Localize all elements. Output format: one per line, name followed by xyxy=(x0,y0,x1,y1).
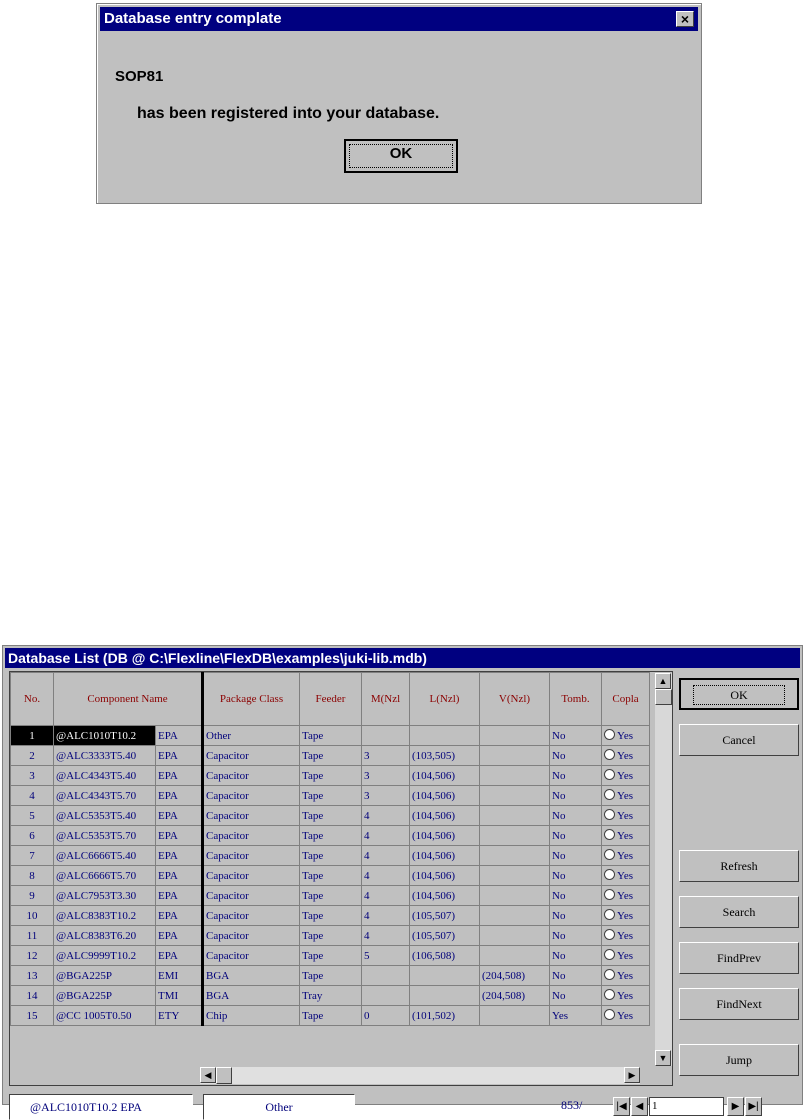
l-nozzle-cell[interactable]: (101,502) xyxy=(410,1006,480,1026)
table-row[interactable] xyxy=(11,806,650,826)
tombstone-cell[interactable]: No xyxy=(550,826,602,846)
scroll-right-icon[interactable]: ▶ xyxy=(624,1067,640,1083)
l-nozzle-cell[interactable]: (105,507) xyxy=(410,906,480,926)
component-name-cell[interactable]: @ALC4343T5.40 xyxy=(54,766,156,786)
v-nozzle-cell[interactable]: (204,508) xyxy=(480,966,550,986)
scroll-left-icon[interactable]: ◀ xyxy=(200,1067,216,1083)
l-nozzle-cell[interactable] xyxy=(410,726,480,746)
component-name-cell[interactable]: @ALC5353T5.40 xyxy=(54,806,156,826)
package-class-cell[interactable]: Capacitor xyxy=(203,926,300,946)
component-name-cell[interactable]: @ALC4343T5.70 xyxy=(54,786,156,806)
radio-icon[interactable] xyxy=(604,749,615,760)
radio-icon[interactable] xyxy=(604,789,615,800)
tombstone-cell[interactable]: No xyxy=(550,906,602,926)
radio-icon[interactable] xyxy=(604,949,615,960)
row-number-cell[interactable]: 11 xyxy=(11,926,54,946)
radio-icon[interactable] xyxy=(604,909,615,920)
l-nozzle-cell[interactable]: (104,506) xyxy=(410,846,480,866)
header-l-nozzle[interactable]: L(Nzl) xyxy=(410,673,480,726)
table-row[interactable] xyxy=(11,906,650,926)
row-number-cell[interactable]: 2 xyxy=(11,746,54,766)
m-nozzle-cell[interactable]: 4 xyxy=(362,926,410,946)
tombstone-cell[interactable]: No xyxy=(550,766,602,786)
package-class-cell[interactable]: Capacitor xyxy=(203,766,300,786)
tombstone-cell[interactable]: No xyxy=(550,886,602,906)
table-row[interactable] xyxy=(11,766,650,786)
feeder-cell[interactable]: Tape xyxy=(300,846,362,866)
tombstone-cell[interactable]: No xyxy=(550,926,602,946)
radio-icon[interactable] xyxy=(604,849,615,860)
tombstone-cell[interactable]: No xyxy=(550,946,602,966)
coplanarity-cell[interactable] xyxy=(602,746,650,766)
scroll-up-icon[interactable]: ▲ xyxy=(655,673,671,689)
component-suffix-cell[interactable]: EPA xyxy=(156,786,203,806)
header-component-name[interactable]: Component Name xyxy=(54,673,203,726)
header-coplanarity[interactable]: Copla xyxy=(602,673,650,726)
feeder-cell[interactable]: Tape xyxy=(300,726,362,746)
radio-icon[interactable] xyxy=(604,929,615,940)
coplanarity-label: Yes xyxy=(617,890,634,902)
find-prev-button[interactable]: FindPrev xyxy=(679,942,799,974)
coplanarity-label: Yes xyxy=(617,730,634,742)
component-suffix-cell[interactable]: EPA xyxy=(156,946,203,966)
feeder-cell[interactable]: Tape xyxy=(300,766,362,786)
component-suffix-cell[interactable]: EPA xyxy=(156,886,203,906)
component-name-cell[interactable]: @ALC1010T10.2 xyxy=(54,726,156,746)
header-feeder[interactable]: Feeder xyxy=(300,673,362,726)
v-nozzle-cell[interactable] xyxy=(480,746,550,766)
first-record-icon[interactable]: |◀ xyxy=(613,1097,630,1116)
table-row[interactable] xyxy=(11,966,650,986)
v-nozzle-cell[interactable] xyxy=(480,826,550,846)
table-row[interactable] xyxy=(11,926,650,946)
component-suffix-cell[interactable]: EMI xyxy=(156,966,203,986)
dialog-title-bar xyxy=(100,7,698,31)
coplanarity-label: Yes xyxy=(617,850,634,862)
component-name-cell[interactable]: @ALC5353T5.70 xyxy=(54,826,156,846)
table-row[interactable] xyxy=(11,986,650,1006)
component-name-cell[interactable]: @ALC9999T10.2 xyxy=(54,946,156,966)
m-nozzle-cell[interactable]: 4 xyxy=(362,866,410,886)
component-name-cell[interactable]: @BGA225P xyxy=(54,966,156,986)
v-nozzle-cell[interactable] xyxy=(480,726,550,746)
m-nozzle-cell[interactable] xyxy=(362,966,410,986)
row-number-cell[interactable]: 8 xyxy=(11,866,54,886)
v-nozzle-cell[interactable] xyxy=(480,806,550,826)
record-number-input[interactable]: 1 xyxy=(649,1097,724,1116)
component-suffix-cell[interactable]: EPA xyxy=(156,766,203,786)
component-suffix-cell[interactable]: EPA xyxy=(156,866,203,886)
ok-button[interactable]: OK xyxy=(344,139,458,173)
radio-icon[interactable] xyxy=(604,729,615,740)
v-nozzle-cell[interactable] xyxy=(480,766,550,786)
radio-icon[interactable] xyxy=(604,829,615,840)
coplanarity-cell[interactable] xyxy=(602,1006,650,1026)
row-number-cell[interactable]: 10 xyxy=(11,906,54,926)
package-class-cell[interactable]: BGA xyxy=(203,966,300,986)
component-table xyxy=(10,672,650,1026)
feeder-cell[interactable]: Tape xyxy=(300,746,362,766)
feeder-cell[interactable]: Tape xyxy=(300,886,362,906)
component-name-cell[interactable]: @ALC6666T5.40 xyxy=(54,846,156,866)
table-row[interactable] xyxy=(11,846,650,866)
l-nozzle-cell[interactable]: (104,506) xyxy=(410,786,480,806)
l-nozzle-cell[interactable] xyxy=(410,966,480,986)
coplanarity-cell[interactable] xyxy=(602,726,650,746)
m-nozzle-cell[interactable] xyxy=(362,986,410,1006)
v-nozzle-cell[interactable] xyxy=(480,846,550,866)
component-name-cell[interactable]: @ALC8383T10.2 xyxy=(54,906,156,926)
v-nozzle-cell[interactable] xyxy=(480,886,550,906)
horizontal-scrollbar[interactable] xyxy=(200,1067,640,1084)
l-nozzle-cell[interactable]: (104,506) xyxy=(410,886,480,906)
coplanarity-label: Yes xyxy=(617,990,634,1002)
m-nozzle-cell[interactable]: 3 xyxy=(362,746,410,766)
header-v-nozzle[interactable]: V(Nzl) xyxy=(480,673,550,726)
coplanarity-label: Yes xyxy=(617,930,634,942)
l-nozzle-cell[interactable]: (104,506) xyxy=(410,826,480,846)
jump-button[interactable]: Jump xyxy=(679,1044,799,1076)
header-package-class[interactable]: Package Class xyxy=(203,673,300,726)
l-nozzle-cell[interactable]: (105,507) xyxy=(410,926,480,946)
package-class-cell[interactable]: Capacitor xyxy=(203,906,300,926)
feeder-cell[interactable]: Tape xyxy=(300,806,362,826)
package-class-cell[interactable]: Capacitor xyxy=(203,746,300,766)
radio-icon[interactable] xyxy=(604,969,615,980)
package-class-cell[interactable]: Capacitor xyxy=(203,886,300,906)
ok-list-button[interactable] xyxy=(679,678,799,710)
tombstone-cell[interactable]: No xyxy=(550,966,602,986)
v-nozzle-cell[interactable] xyxy=(480,946,550,966)
feeder-cell[interactable]: Tape xyxy=(300,926,362,946)
radio-icon[interactable] xyxy=(604,889,615,900)
m-nozzle-cell[interactable] xyxy=(362,726,410,746)
feeder-cell[interactable]: Tape xyxy=(300,966,362,986)
l-nozzle-cell[interactable] xyxy=(410,986,480,1006)
row-number-cell[interactable]: 9 xyxy=(11,886,54,906)
table-row[interactable] xyxy=(11,826,650,846)
component-suffix-cell[interactable]: EPA xyxy=(156,726,203,746)
coplanarity-label: Yes xyxy=(617,910,634,922)
coplanarity-cell[interactable] xyxy=(602,846,650,866)
v-nozzle-cell[interactable] xyxy=(480,786,550,806)
table-row[interactable] xyxy=(11,786,650,806)
v-nozzle-cell[interactable] xyxy=(480,866,550,886)
v-nozzle-cell[interactable] xyxy=(480,926,550,946)
feeder-cell[interactable]: Tape xyxy=(300,786,362,806)
row-number-cell[interactable]: 12 xyxy=(11,946,54,966)
refresh-button[interactable]: Refresh xyxy=(679,850,799,882)
m-nozzle-cell[interactable]: 3 xyxy=(362,786,410,806)
coplanarity-label: Yes xyxy=(617,750,634,762)
v-nozzle-cell[interactable] xyxy=(480,1006,550,1026)
tombstone-cell[interactable]: No xyxy=(550,806,602,826)
l-nozzle-cell[interactable]: (103,505) xyxy=(410,746,480,766)
tombstone-cell[interactable]: No xyxy=(550,986,602,1006)
feeder-cell[interactable]: Tape xyxy=(300,946,362,966)
close-icon[interactable]: × xyxy=(676,11,694,27)
dialog-title: Database entry complate xyxy=(104,10,282,27)
tombstone-cell[interactable]: No xyxy=(550,746,602,766)
selected-package-field: Other xyxy=(203,1094,355,1120)
package-class-cell[interactable]: Capacitor xyxy=(203,806,300,826)
component-suffix-cell[interactable]: EPA xyxy=(156,906,203,926)
tombstone-cell[interactable]: Yes xyxy=(550,1006,602,1026)
radio-icon[interactable] xyxy=(604,769,615,780)
component-name-cell[interactable]: @CC 1005T0.50 xyxy=(54,1006,156,1026)
coplanarity-cell[interactable] xyxy=(602,906,650,926)
coplanarity-label: Yes xyxy=(617,1010,634,1022)
package-class-cell[interactable]: Capacitor xyxy=(203,826,300,846)
cancel-button[interactable]: Cancel xyxy=(679,724,799,756)
m-nozzle-cell[interactable]: 3 xyxy=(362,766,410,786)
row-number-cell[interactable]: 14 xyxy=(11,986,54,1006)
feeder-cell[interactable]: Tape xyxy=(300,906,362,926)
coplanarity-label: Yes xyxy=(617,870,634,882)
vertical-scrollbar[interactable] xyxy=(655,673,672,1066)
component-suffix-cell[interactable]: EPA xyxy=(156,846,203,866)
m-nozzle-cell[interactable]: 5 xyxy=(362,946,410,966)
row-number-cell[interactable]: 15 xyxy=(11,1006,54,1026)
header-m-nozzle[interactable]: M(Nzl xyxy=(362,673,410,726)
registration-message: has been registered into your database. xyxy=(137,105,440,122)
coplanarity-cell[interactable] xyxy=(602,886,650,906)
table-row[interactable] xyxy=(11,1006,650,1026)
table-row[interactable] xyxy=(11,866,650,886)
component-name-cell[interactable]: @ALC6666T5.70 xyxy=(54,866,156,886)
header-tombstone[interactable]: Tomb. xyxy=(550,673,602,726)
table-row[interactable] xyxy=(11,946,650,966)
m-nozzle-cell[interactable]: 4 xyxy=(362,846,410,866)
scroll-down-icon[interactable]: ▼ xyxy=(655,1050,671,1066)
horizontal-scrollbar-area xyxy=(10,1066,655,1085)
m-nozzle-cell[interactable]: 4 xyxy=(362,806,410,826)
package-class-cell[interactable]: Capacitor xyxy=(203,946,300,966)
l-nozzle-cell[interactable]: (104,506) xyxy=(410,806,480,826)
horizontal-scroll-thumb[interactable] xyxy=(216,1067,232,1084)
m-nozzle-cell[interactable]: 4 xyxy=(362,906,410,926)
find-next-button[interactable]: FindNext xyxy=(679,988,799,1020)
package-class-cell[interactable]: Other xyxy=(203,726,300,746)
tombstone-cell[interactable]: No xyxy=(550,846,602,866)
component-suffix-cell[interactable]: EPA xyxy=(156,826,203,846)
coplanarity-label: Yes xyxy=(617,770,634,782)
window-title: Database List (DB @ C:\Flexline\FlexDB\examples\juki-lib.mdb) xyxy=(5,648,800,668)
tombstone-cell[interactable]: No xyxy=(550,726,602,746)
coplanarity-cell[interactable] xyxy=(602,806,650,826)
row-number-cell[interactable]: 7 xyxy=(11,846,54,866)
component-name-text: SOP81 xyxy=(115,68,164,85)
selected-component-field: @ALC1010T10.2 EPA xyxy=(9,1094,193,1120)
component-suffix-cell[interactable]: EPA xyxy=(156,746,203,766)
row-number-cell[interactable]: 3 xyxy=(11,766,54,786)
component-suffix-cell[interactable]: TMI xyxy=(156,986,203,1006)
database-list-window xyxy=(2,645,803,1114)
search-button[interactable]: Search xyxy=(679,896,799,928)
package-class-cell[interactable]: Capacitor xyxy=(203,866,300,886)
record-count: 853/ xyxy=(561,1098,583,1112)
m-nozzle-cell[interactable]: 4 xyxy=(362,886,410,906)
coplanarity-label: Yes xyxy=(617,970,634,982)
l-nozzle-cell[interactable]: (104,506) xyxy=(410,866,480,886)
package-class-cell[interactable]: BGA xyxy=(203,986,300,1006)
component-name-cell[interactable]: @ALC3333T5.40 xyxy=(54,746,156,766)
tombstone-cell[interactable]: No xyxy=(550,866,602,886)
table-row[interactable] xyxy=(11,746,650,766)
coplanarity-cell[interactable] xyxy=(602,786,650,806)
m-nozzle-cell[interactable]: 0 xyxy=(362,1006,410,1026)
coplanarity-label: Yes xyxy=(617,830,634,842)
component-suffix-cell[interactable]: EPA xyxy=(156,926,203,946)
radio-icon[interactable] xyxy=(604,869,615,880)
m-nozzle-cell[interactable]: 4 xyxy=(362,826,410,846)
component-name-cell[interactable]: @ALC7953T3.30 xyxy=(54,886,156,906)
row-number-cell[interactable]: 5 xyxy=(11,806,54,826)
component-suffix-cell[interactable]: EPA xyxy=(156,806,203,826)
feeder-cell[interactable]: Tape xyxy=(300,1006,362,1026)
component-suffix-cell[interactable]: ETY xyxy=(156,1006,203,1026)
radio-icon[interactable] xyxy=(604,989,615,1000)
header-no[interactable]: No. xyxy=(11,673,54,726)
radio-icon[interactable] xyxy=(604,809,615,820)
feeder-cell[interactable]: Tape xyxy=(300,866,362,886)
coplanarity-cell[interactable] xyxy=(602,926,650,946)
coplanarity-cell[interactable] xyxy=(602,986,650,1006)
coplanarity-cell[interactable] xyxy=(602,946,650,966)
tombstone-cell[interactable]: No xyxy=(550,786,602,806)
ok-list-label: OK xyxy=(693,685,784,705)
package-class-cell[interactable]: Capacitor xyxy=(203,786,300,806)
v-nozzle-cell[interactable]: (204,508) xyxy=(480,986,550,1006)
last-record-icon[interactable]: ▶| xyxy=(745,1097,762,1116)
coplanarity-label: Yes xyxy=(617,950,634,962)
registration-dialog xyxy=(96,3,702,204)
vertical-scroll-thumb[interactable] xyxy=(655,689,672,705)
feeder-cell[interactable]: Tape xyxy=(300,826,362,846)
next-record-icon[interactable]: ▶ xyxy=(727,1097,744,1116)
component-name-cell[interactable]: @ALC8383T6.20 xyxy=(54,926,156,946)
coplanarity-cell[interactable] xyxy=(602,866,650,886)
radio-icon[interactable] xyxy=(604,1009,615,1020)
coplanarity-label: Yes xyxy=(617,790,634,802)
l-nozzle-cell[interactable]: (104,506) xyxy=(410,766,480,786)
row-number-cell[interactable]: 4 xyxy=(11,786,54,806)
table-row[interactable] xyxy=(11,726,650,746)
prev-record-icon[interactable]: ◀ xyxy=(631,1097,648,1116)
v-nozzle-cell[interactable] xyxy=(480,906,550,926)
coplanarity-cell[interactable] xyxy=(602,966,650,986)
row-number-cell[interactable]: 13 xyxy=(11,966,54,986)
package-class-cell[interactable]: Chip xyxy=(203,1006,300,1026)
coplanarity-label: Yes xyxy=(617,810,634,822)
row-number-cell[interactable]: 1 xyxy=(11,726,54,746)
header-row xyxy=(11,673,650,726)
package-class-cell[interactable]: Capacitor xyxy=(203,846,300,866)
l-nozzle-cell[interactable]: (106,508) xyxy=(410,946,480,966)
feeder-cell[interactable]: Tray xyxy=(300,986,362,1006)
coplanarity-cell[interactable] xyxy=(602,826,650,846)
coplanarity-cell[interactable] xyxy=(602,766,650,786)
component-name-cell[interactable]: @BGA225P xyxy=(54,986,156,1006)
row-number-cell[interactable]: 6 xyxy=(11,826,54,846)
database-grid[interactable] xyxy=(9,671,673,1086)
table-row[interactable] xyxy=(11,886,650,906)
